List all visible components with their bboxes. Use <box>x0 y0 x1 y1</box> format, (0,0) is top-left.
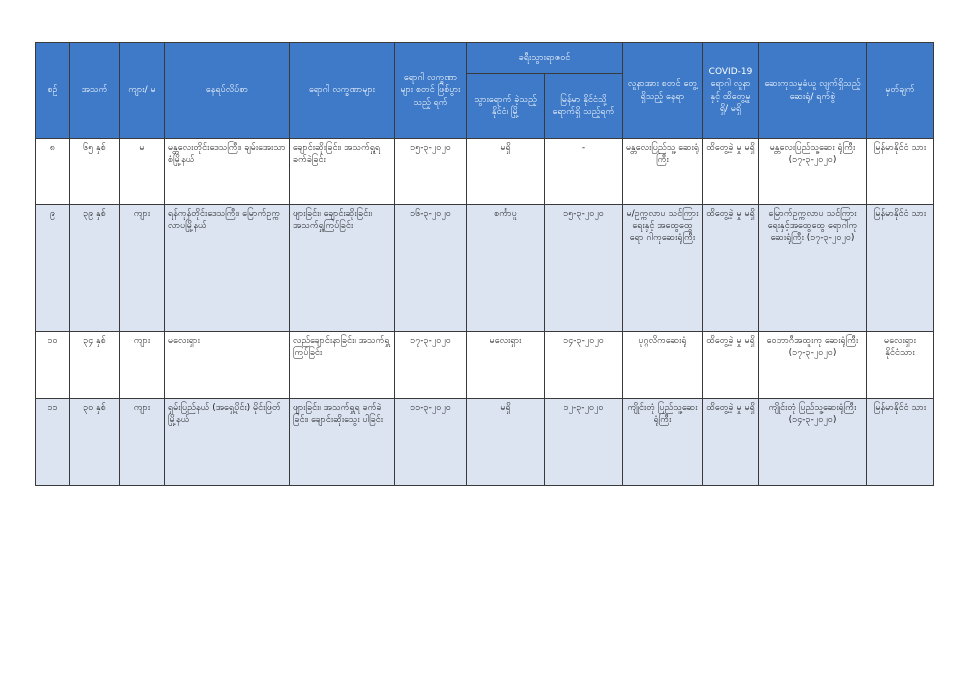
cell-symptoms: ချောင်းဆိုးခြင်း၊ အသက်ရှူရ ခက်ခဲခြင်း <box>290 139 395 205</box>
cell-address: ရှမ်းပြည်နယ် (အရှေ့ပိုင်း) မိုင်းဖြတ်မြို့နယ် <box>165 399 290 486</box>
cell-travel-origin: မလေးရှား <box>467 332 545 399</box>
cell-hospital: ဝေဘာဂီအထူးကု ဆေးရုံကြီး (၁၇-၃-၂၀၂၀) <box>759 332 867 399</box>
cell-sex: ကျား <box>120 399 165 486</box>
cell-onset-date: ၁၇-၃-၂၀၂၀ <box>395 332 467 399</box>
cell-first-seen: မန္တလေးပြည်သူ့ ဆေးရုံကြီး <box>623 139 703 205</box>
covid-case-table <box>35 42 934 486</box>
cell-address: ရန်ကုန်တိုင်းဒေသကြီး၊ မြောက်ဥက္ကလာပမြို့နယ် <box>165 205 290 332</box>
cell-no: ၁၀ <box>36 332 70 399</box>
cell-hospital: မန္တလေးပြည်သူ့ဆေး ရုံကြီး (၁၇-၃-၂၀၂၀) <box>759 139 867 205</box>
header-contact: COVID-19 ရောဂါ လူနာနှင့် ထိတွေ့မှု ရှိ/ မရှိ <box>703 43 759 139</box>
cell-first-seen: ပုဂ္ဂလိကဆေးရုံ <box>623 332 703 399</box>
cell-address: မလေးရှား <box>165 332 290 399</box>
cell-remark: မြန်မာနိုင်ငံ သား <box>867 205 934 332</box>
header-sex: ကျား/ မ <box>120 43 165 139</box>
cell-first-seen: ကျိုင်းတုံ ပြည်သူ့ဆေး ရုံကြီး <box>623 399 703 486</box>
cell-contact: ထိတွေ့ခဲ့ မှု မရှိ <box>703 139 759 205</box>
header-onset-date: ရောဂါ လက္ခဏာများ စတင် ဖြစ်ပွားသည့် ရက် <box>395 43 467 139</box>
cell-hospital: မြောက်ဥက္ကလာပ သင်ကြား ရေးနှင့်အထွေထွေ ရောဂါကု ဆေးရုံကြီး (၁၇-၃-၂၀၂၀) <box>759 205 867 332</box>
cell-travel-origin: မရှိ <box>467 139 545 205</box>
cell-address: မန္တလေးတိုင်းဒေသကြီး၊ ချမ်းအေးသာစံမြို့နယ် <box>165 139 290 205</box>
cell-age: ၃၄ နှစ် <box>70 332 120 399</box>
cell-sex: မ <box>120 139 165 205</box>
cell-contact: ထိတွေ့ခဲ့ မှု မရှိ <box>703 205 759 332</box>
cell-no: ၁၁ <box>36 399 70 486</box>
header-no: စဉ် <box>36 43 70 139</box>
header-travel-origin: သွားရောက် ခဲ့သည့် နိုင်ငံ၊ မြို့ <box>467 74 545 139</box>
cell-no: ၈ <box>36 139 70 205</box>
cell-travel-origin: မရှိ <box>467 399 545 486</box>
cell-travel-origin: စင်္ကာပူ <box>467 205 545 332</box>
table-body <box>36 139 934 486</box>
cell-arrival-date: ၁၅-၃-၂၀၂၀ <box>545 205 623 332</box>
cell-arrival-date: ၁၄-၃-၂၀၂၀ <box>545 332 623 399</box>
cell-onset-date: ၁၆-၃-၂၀၂၀ <box>395 205 467 332</box>
table-row <box>36 332 934 399</box>
table-row <box>36 139 934 205</box>
cell-age: ၃၀ နှစ် <box>70 399 120 486</box>
table-row <box>36 399 934 486</box>
cell-contact: ထိတွေ့ခဲ့ မှု မရှိ <box>703 399 759 486</box>
cell-age: ၃၉ နှစ် <box>70 205 120 332</box>
header-age: အသက် <box>70 43 120 139</box>
cell-first-seen: မ/ဥက္ကလာပ သင်ကြား ရေးနှင့် အထွေထွေရော ဂါကုဆေးရုံကြီး <box>623 205 703 332</box>
cell-symptoms: လည်ချောင်းနာခြင်း၊ အသက်ရှူကြပ်ခြင်း <box>290 332 395 399</box>
header-first-seen: လူနာအား စတင် တွေ့ရှိသည့် နေရာ <box>623 43 703 139</box>
cell-remark: မြန်မာနိုင်ငံ သား <box>867 399 934 486</box>
cell-onset-date: ၁၅-၃-၂၀၂၀ <box>395 139 467 205</box>
cell-contact: ထိတွေ့ခဲ့ မှု မရှိ <box>703 332 759 399</box>
header-hospital: ဆေးကုသမှုခံယူ လျက်ရှိသည့် ဆေးရုံ/ ရက်စွဲ <box>759 43 867 139</box>
cell-hospital: ကျိုင်းတုံ ပြည်သူ့ဆေးရုံကြီး (၁၄-၃-၂၀၂၀) <box>759 399 867 486</box>
header-arrival-date: မြန်မာ နိုင်ငံသို့ ရောက်ရှိ သည့်ရက် <box>545 74 623 139</box>
table-row <box>36 205 934 332</box>
header-remark: မှတ်ချက် <box>867 43 934 139</box>
cell-arrival-date: - <box>545 139 623 205</box>
cell-remark: မြန်မာနိုင်ငံ သား <box>867 139 934 205</box>
cell-arrival-date: ၁၂-၃-၂၀၂၀ <box>545 399 623 486</box>
header-travel-history: ခရီးသွားရာဇဝင် <box>467 43 623 74</box>
cell-remark: မလေးရှား နိုင်ငံသား <box>867 332 934 399</box>
cell-no: ၉ <box>36 205 70 332</box>
cell-symptoms: ဖျားခြင်း၊ ချောင်းဆိုးခြင်း၊ အသက်ရှူကြပ်ခြင်း <box>290 205 395 332</box>
header-address: နေရပ်လိပ်စာ <box>165 43 290 139</box>
header-symptoms: ရောဂါ လက္ခဏာများ <box>290 43 395 139</box>
cell-symptoms: ဖျားခြင်း၊ အသက်ရှူရ ခက်ခဲခြင်း၊ ချောင်းဆိုးသွေး ပါခြင်း <box>290 399 395 486</box>
cell-sex: ကျား <box>120 332 165 399</box>
table-header <box>36 43 934 139</box>
cell-sex: ကျား <box>120 205 165 332</box>
cell-age: ၆၅ နှစ် <box>70 139 120 205</box>
cell-onset-date: ၁၁-၃-၂၀၂၀ <box>395 399 467 486</box>
